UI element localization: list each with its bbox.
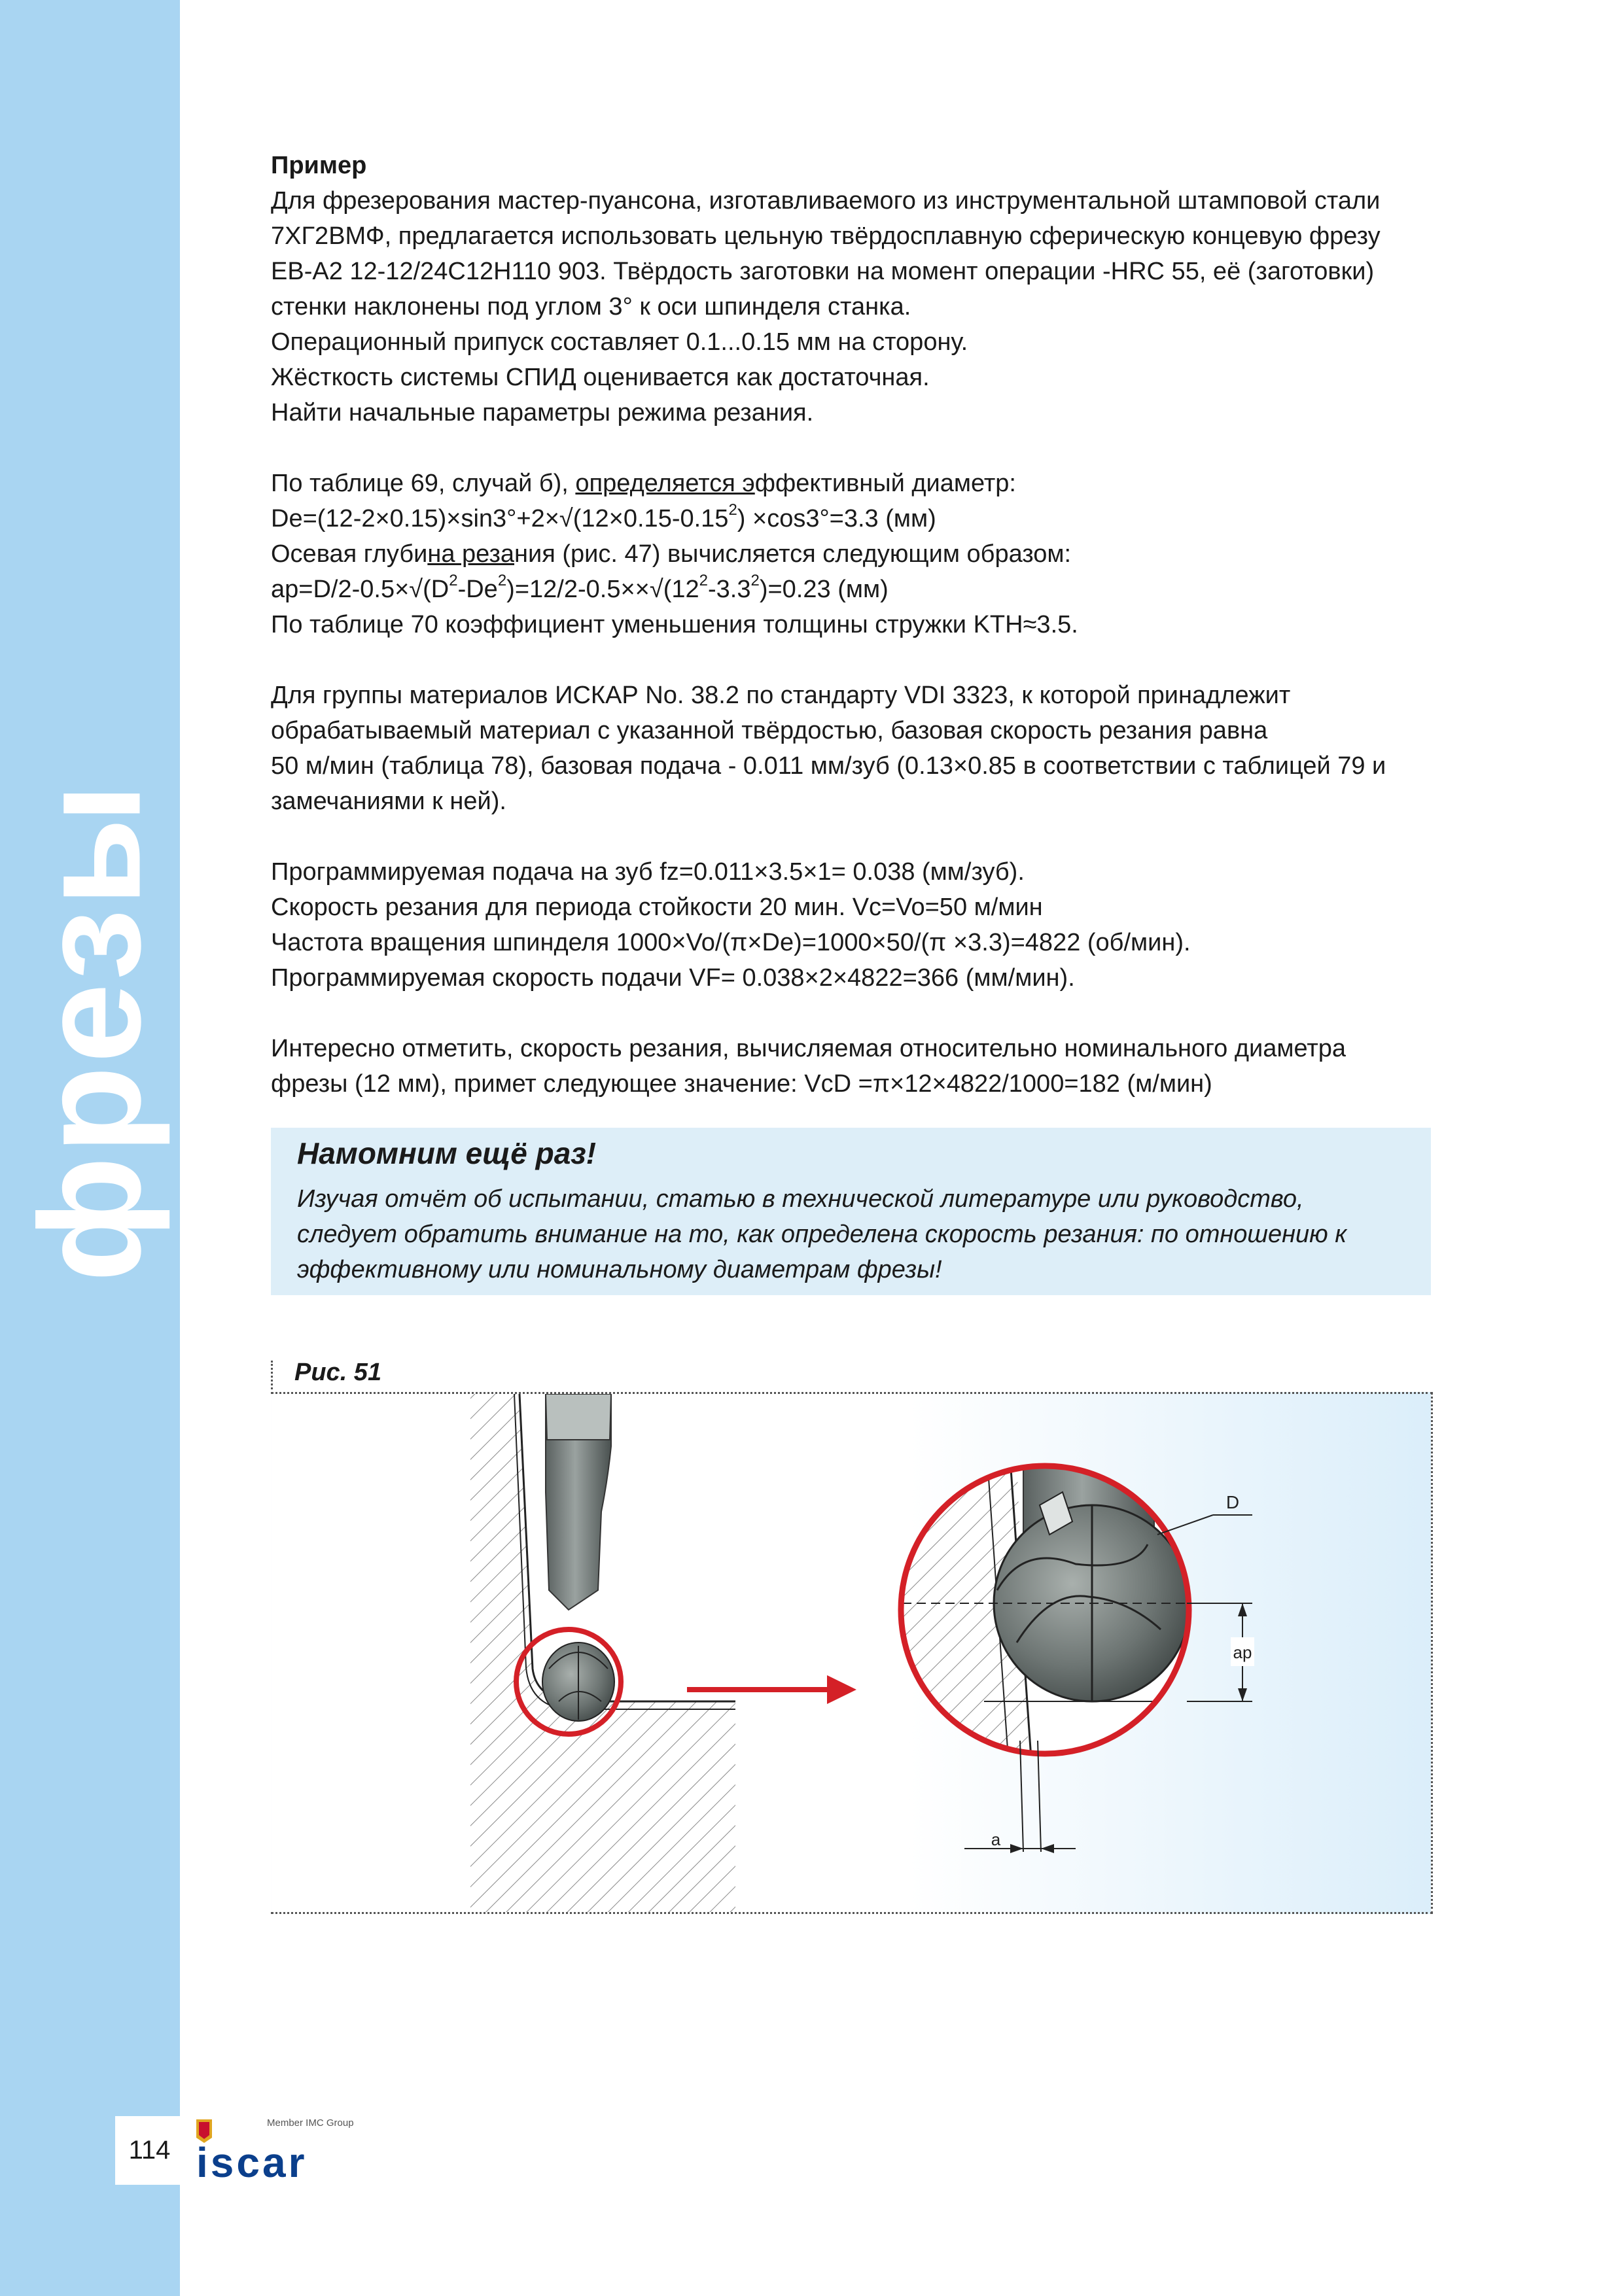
note-line: эффективному или номинальному диаметрам фрезы! (297, 1256, 942, 1283)
sidebar (0, 0, 180, 2296)
text-line: Частота вращения шпинделя 1000×Vo/(π×De)=1000×50/(π ×3.3)=4822 (об/мин). (271, 929, 1191, 956)
text-line: Скорость резания для периода стойкости 20 мин. Vc=Vo=50 м/мин (271, 894, 1043, 921)
example-paragraph (271, 148, 1435, 430)
text-line: обрабатываемый материал с указанной твёрдостью, базовая скорость резания равна (271, 717, 1268, 744)
ap-label: ap (1233, 1643, 1252, 1662)
arrow-head (827, 1675, 856, 1704)
text-line: Жёсткость системы СПИД оценивается как достаточная. (271, 364, 930, 391)
text-line: Для фрезерования мастер-пуансона, изготавливаемого из инструментальной штамповой стали (271, 187, 1381, 215)
text-line: ЕВ-А2 12-12/24С12Н110 903. Твёрдость заготовки на момент операции -HRC 55, её (заготовки) (271, 258, 1375, 285)
figure-divider (271, 1361, 273, 1389)
text-line: Интересно отметить, скорость резания, вычисляемая относительно номинального диаметра (271, 1035, 1347, 1062)
text-line: стенки наклонены под углом 3° к оси шпинделя станка. (271, 293, 911, 321)
note-line: Изучая отчёт об испытании, статью в технической литературе или руководство, (297, 1185, 1304, 1213)
text-line: Найти начальные параметры режима резания. (271, 399, 814, 426)
text-line: Программируемая подача на зуб fz=0.011×3.5×1= 0.038 (мм/зуб). (271, 858, 1025, 886)
text-line: замечаниями к ней). (271, 788, 506, 815)
formula-de: $De=(12-2\times 0.15)\times\sin 3^\circ+2\times√(12\times 0.15-0.15^2) \times\cos 3^\circ=3.3$ (мм) (271, 501, 936, 532)
text-line: Операционный припуск составляет 0.1...0.15 мм на сторону. (271, 328, 968, 356)
a-label: a (991, 1830, 1001, 1849)
reminder-note (271, 1128, 1431, 1295)
text-line: 7ХГ2ВМФ, предлагается использовать цельную твёрдосплавную сферическую концевую фрезу (271, 222, 1381, 250)
tool-collar (546, 1394, 611, 1440)
figure-51 (271, 1392, 1433, 1914)
logo-wordmark: iscar (196, 2139, 308, 2183)
text-line: Для группы материалов ИСКАР No. 38.2 по стандарту VDI 3323, к которой принадлежит (271, 682, 1291, 709)
main-text (271, 148, 1435, 1137)
text-line: Осевая глубина резания (рис. 47) вычисляется следующим образом: (271, 540, 1072, 568)
note-body (297, 1181, 1347, 1287)
note-line: следует обратить внимание на то, как определена скорость резания: по отношению к (297, 1221, 1347, 1248)
calculation-paragraph (271, 466, 1435, 642)
speed-paragraph (271, 1031, 1435, 1102)
page-number: 114 (128, 2136, 171, 2165)
text-line: Программируемая скорость подачи VF= 0.038×2×4822=366 (мм/мин). (271, 964, 1075, 992)
text-line: По таблице 70 коэффициент уменьшения толщины стружки KTH≈3.5. (271, 611, 1078, 638)
page-number-box (115, 2116, 184, 2185)
formula-ap: $ap=D/2-0.5\times√(D^2-De^2)=12/2-0.5\times\times√(12^2-3.3^2)=0.23$ (мм) (271, 572, 889, 603)
section-title: фрезы (9, 780, 171, 1283)
material-paragraph (271, 678, 1435, 819)
feed-paragraph (271, 854, 1435, 996)
text-line: 50 м/мин (таблица 78), базовая подача - 0.011 мм/зуб (0.13×0.85 в соответствии с таблицей 79 и (271, 752, 1386, 780)
diameter-label: D (1225, 1492, 1240, 1512)
iscar-logo (194, 2112, 390, 2183)
example-heading: Пример (271, 152, 367, 179)
text-line: По таблице 69, случай б), определяется эффективный диаметр: (271, 470, 1016, 497)
note-title: Намомним ещё раз! (297, 1136, 597, 1170)
svg-text:Member IMC Group: Member IMC Group (267, 2117, 354, 2129)
milling-diagram (271, 1394, 1431, 1912)
figure-caption: Рис. 51 (294, 1359, 382, 1386)
text-line: фрезы (12 мм), примет следующее значение: VcD =π×12×4822/1000=182 (м/мин) (271, 1070, 1212, 1098)
